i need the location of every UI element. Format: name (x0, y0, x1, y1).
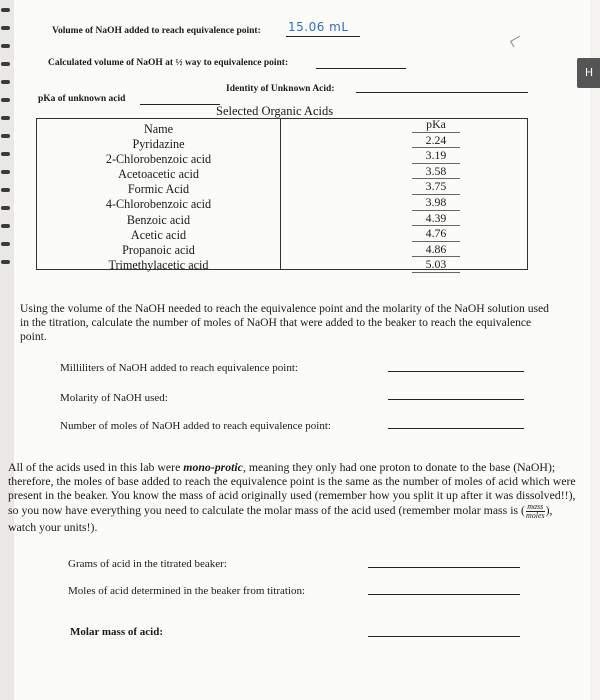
organic-acids-table (36, 118, 528, 270)
binder-hole (1, 260, 10, 264)
binder-hole (1, 26, 10, 30)
para2-text-c: ), watch your units!). (8, 502, 553, 534)
identity-unknown-blank[interactable] (356, 92, 528, 93)
pka-value: 5.03 (412, 257, 460, 273)
molarity-blank[interactable] (388, 399, 524, 400)
binder-hole (1, 134, 10, 138)
pka-value: 4.39 (412, 211, 460, 227)
pka-value: 4.86 (412, 242, 460, 258)
field-label-moles-acid: Moles of acid determined in the beaker from titration: (68, 585, 306, 597)
acid-name: Benzoic acid (126, 212, 191, 227)
field-label-molar-mass: Molar mass of acid: (70, 626, 163, 638)
binder-hole (1, 62, 10, 66)
field-label-grams-acid: Grams of acid in the titrated beaker: (68, 558, 227, 570)
moles-naoh-blank[interactable] (388, 428, 524, 429)
half-way-volume-blank[interactable] (316, 68, 406, 69)
instructions-paragraph-1: Using the volume of the NaOH needed to reach the equivalence point and the molarity of the NaOH solution used in the titration, calculate the number of moles of NaOH that were added to the beaker to reach the equivalence point. (20, 302, 549, 343)
acid-name: Propanoic acid (122, 242, 195, 257)
pka-unknown-blank[interactable] (140, 104, 220, 105)
para2-text-b: , meaning they only had one proton to donate to the base (NaOH); therefore, the moles of base added to reach the equivalence point is the same as the number of moles of acid which were present in the beaker. You know the mass of acid originally used (remember how you split it up after it was dissolved!!), so you now have everything you need to calculate the molar mass of the acid used (remember molar mass is ( (8, 460, 576, 517)
fraction-numerator: mass (527, 501, 544, 511)
grams-acid-blank[interactable] (368, 567, 520, 568)
milliliters-blank[interactable] (388, 371, 524, 372)
para2-text-a: All of the acids used in this lab were (8, 460, 184, 474)
acid-name: Formic Acid (127, 182, 190, 197)
mono-protic-emphasis: mono-protic (183, 460, 243, 474)
pka-value: 3.98 (412, 195, 460, 211)
acid-name: Pyridazine (132, 137, 185, 152)
pka-column-header: pKa (412, 117, 460, 133)
binder-hole (1, 170, 10, 174)
fraction-denominator: moles (525, 510, 545, 520)
pka-value: 3.19 (412, 148, 460, 164)
binder-hole (1, 206, 10, 210)
moles-acid-blank[interactable] (368, 594, 520, 595)
table-column-divider (280, 119, 281, 269)
side-tab[interactable]: H (577, 58, 600, 88)
binder-hole (1, 98, 10, 102)
pka-value: 2.24 (412, 133, 460, 149)
pka-column (412, 117, 460, 273)
name-column-header: Name (143, 122, 174, 136)
binder-hole (1, 8, 10, 12)
molar-mass-blank[interactable] (368, 636, 520, 637)
acid-name: Acetoacetic acid (118, 167, 199, 182)
pka-value: 3.75 (412, 179, 460, 195)
field-label-milliliters: Milliliters of NaOH added to reach equivalence point: (60, 362, 298, 374)
acid-name: Acetic acid (130, 227, 187, 242)
instructions-paragraph-2 (8, 460, 578, 534)
acid-name-column (37, 122, 280, 273)
binder-hole (1, 116, 10, 120)
table-title: Selected Organic Acids (216, 104, 334, 118)
naoh-volume-handwritten: 15.06 mL (288, 20, 349, 34)
half-way-volume-label: Calculated volume of NaOH at ½ way to equivalence point: (48, 58, 289, 68)
field-label-molarity: Molarity of NaOH used: (60, 392, 168, 404)
molar-mass-fraction (526, 503, 545, 520)
binder-hole (1, 188, 10, 192)
field-label-moles-naoh: Number of moles of NaOH added to reach equivalence point: (60, 420, 331, 432)
naoh-volume-label: Volume of NaOH added to reach equivalence point: (52, 26, 261, 36)
pka-unknown-label: pKa of unknown acid (38, 94, 126, 104)
acid-name: 2-Chlorobenzoic acid (105, 152, 212, 167)
identity-unknown-label: Identity of Unknown Acid: (226, 84, 335, 94)
binder-hole (1, 44, 10, 48)
binder-hole (1, 152, 10, 156)
binder-hole (1, 224, 10, 228)
acid-name: 4-Chlorobenzoic acid (105, 197, 212, 212)
binder-hole (1, 80, 10, 84)
binder-hole (1, 242, 10, 246)
pka-value: 4.76 (412, 226, 460, 242)
pka-value: 3.58 (412, 164, 460, 180)
naoh-volume-blank[interactable] (286, 36, 360, 37)
acid-name: Trimethylacetic acid (108, 257, 209, 272)
binder-edge (0, 0, 14, 700)
